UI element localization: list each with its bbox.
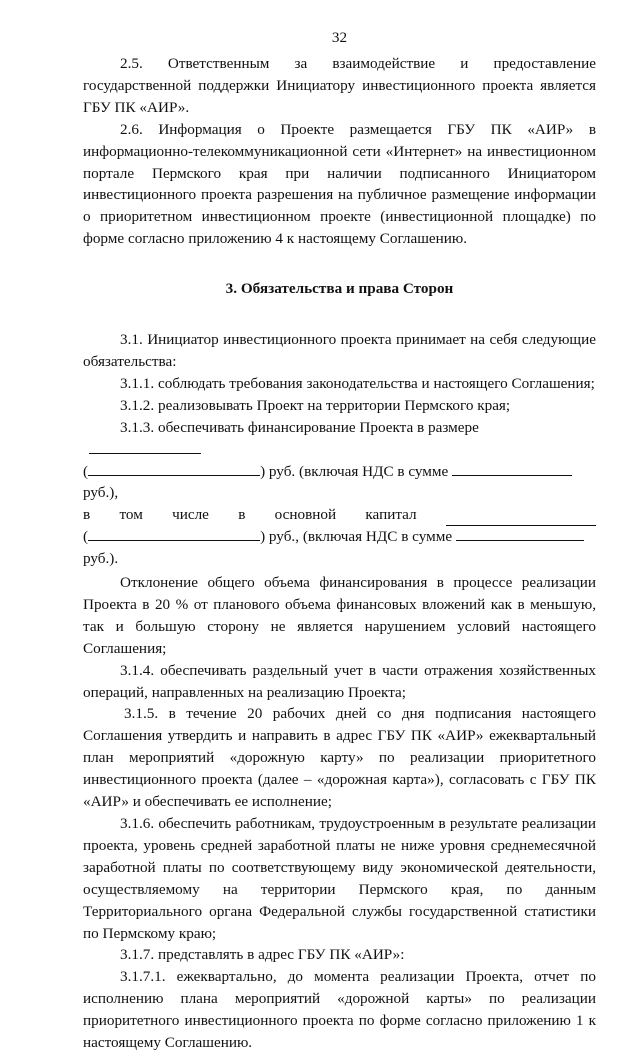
rub-end-text: руб.), (83, 484, 119, 502)
paragraph-2-5: 2.5. Ответственным за взаимодействие и предоставление государственной поддержки Инициатору инвестиционного проекта является ГБУ ПК «АИР». (83, 55, 596, 116)
paragraph-3-1-1: 3.1.1. соблюдать требования законодательства и настоящего Соглашения; (120, 374, 595, 392)
vat-text: ) руб. (включая НДС в сумме (260, 462, 449, 480)
financing-amount-blank (89, 439, 201, 454)
word-kapital: капитал (365, 506, 417, 524)
paragraph-3-1-7-1: 3.1.7.1. ежеквартально, до момента реализации Проекта, отчет по исполнению плана мероприятий «дорожной карты» по реализации приоритетного инвестиционного проекта по форме согласно приложению 1 к настоящему Соглашению. (83, 968, 596, 1052)
paragraph-3-1-3-line3 (83, 504, 596, 526)
word-osnovnoy: основной (274, 506, 337, 524)
paragraph-3-1: 3.1. Инициатор инвестиционного проекта принимает на себя следующие обязательства: (83, 331, 596, 370)
page-number: 32 (331, 29, 348, 46)
paragraph-3-1-6: 3.1.6. обеспечить работникам, трудоустроенным в результате реализации проекта, уровень средней заработной платы не ниже уровня среднемесячной заработной платы по соответствующему виду экономической деятельности, осуществляемому на территории Пермского края, по данным Территориального органа Федеральной службы государственной статистики по Пермскому краю; (83, 815, 596, 942)
paragraph-3-1-7: 3.1.7. представлять в адрес ГБУ ПК «АИР»: (120, 946, 405, 964)
paragraph-deviation: Отклонение общего объема финансирования в процессе реализации Проекта в 20 % от планового объема финансовых вложений как в меньшую, так и большую сторону не является нарушением условий настоящего Соглашения; (83, 574, 596, 657)
rub-end2-text: руб.). (83, 550, 119, 568)
capital-amount-blank (446, 511, 596, 526)
word-v2: в (238, 506, 246, 524)
capital-words-blank (88, 526, 260, 541)
word-chisle: числе (172, 506, 209, 524)
paragraph-2-6: 2.6. Информация о Проекте размещается ГБУ ПК «АИР» в информационно-телекоммуникационной сети «Интернет» на инвестиционном портале Пермского края при наличии подписанного Инициатором инвестиционного проекта разрешения на публичное размещение информации о приоритетном инвестиционном проекте (инвестиционной площадке) по форме согласно приложению 4 к настоящему Соглашению. (83, 120, 596, 248)
financing-text: 3.1.3. обеспечивать финансирование Проекта в размере (120, 418, 479, 436)
word-tom: том (119, 506, 143, 524)
vat2-amount-blank (456, 526, 584, 541)
section-title: 3. Обязательства и права Сторон (225, 280, 454, 298)
paragraph-3-1-4: 3.1.4. обеспечивать раздельный учет в части отражения хозяйственных операций, направленных на реализацию Проекта; (83, 661, 596, 701)
word-v: в (83, 506, 91, 524)
financing-words-blank (88, 461, 260, 476)
paragraph-3-1-3-line1 (83, 417, 596, 461)
paragraph-3-1-2: 3.1.2. реализовывать Проект на территории Пермского края; (120, 396, 511, 414)
vat2-text: ) руб., (включая НДС в сумме (260, 528, 453, 546)
paragraph-3-1-5: 3.1.5. в течение 20 рабочих дней со дня подписания настоящего Соглашения утвердить и направить в адрес ГБУ ПК «АИР» ежеквартальный план мероприятий «дорожную карту» по реализации приоритетного инвестиционного проекта (далее – «дорожная карта»), согласовать с ГБУ ПК «АИР» и обеспечивать ее исполнение; (83, 705, 596, 811)
paragraph-3-1-3-line4: ( ) руб., (включая НДС в сумме руб.). (83, 526, 596, 570)
vat-amount-blank (452, 461, 572, 476)
paragraph-3-1-3-line2: ( ) руб. (включая НДС в сумме руб.), (83, 461, 596, 505)
